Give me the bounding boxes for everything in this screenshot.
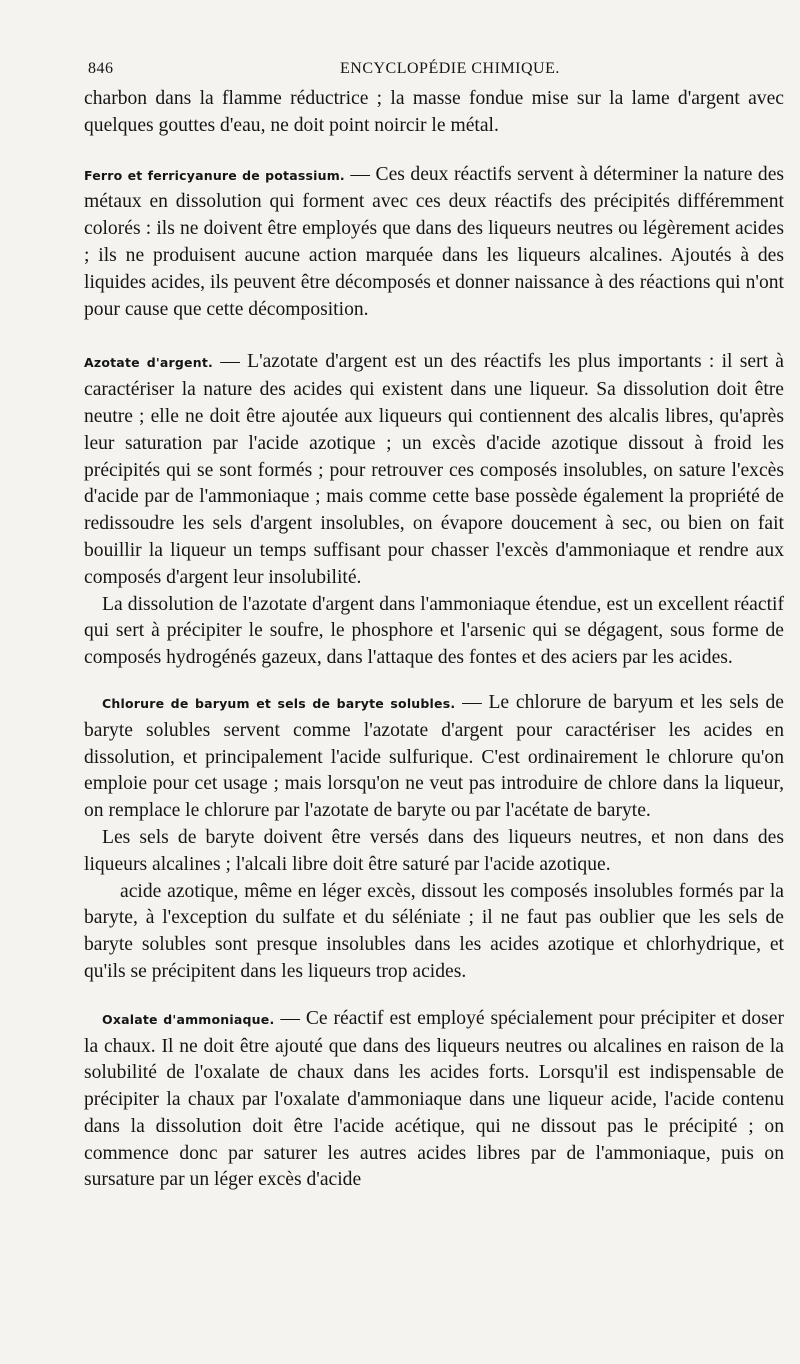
section-ferricyanure xyxy=(84,162,784,324)
em-dash: — xyxy=(274,1007,306,1029)
paragraph-text: La dissolution de l'azotate d'argent dans l'ammoniaque étendue, est un excellent réactif qui sert à précipiter le soufre, le phosphore et l'arsenic qui se dégagent, sous forme de composés hydrogénés gazeux, dans l'attaque des fontes et des aciers par les acides. xyxy=(84,593,784,669)
section-heading: Oxalate d'ammoniaque. xyxy=(102,1011,275,1027)
paragraph-text: Le chlorure de baryum et les sels de baryte solubles servent comme l'azotate d'argent pour caractériser les acides en dissolution, et principalement l'acide sulfurique. C'est ordinairement le chlorure qu'on emploie pour cet usage ; mais lorsqu'on ne veut pas introduire de chlore dans la liqueur, on remplace le chlorure par l'azotate de baryte ou par l'acétate de baryte. xyxy=(84,691,785,822)
page-header xyxy=(88,60,788,84)
paragraph-text: acide azotique, même en léger excès, dissout les composés insolubles formés par la baryte, à l'exception du sulfate et du séléniate ; il ne faut pas oublier que les sels de baryte solubles sont presque insolubles dans les acides azotique et chlorhydrique, et qu'ils se précipitent dans les liqueurs trop acides. xyxy=(84,880,784,982)
section-oxalate-ammoniaque xyxy=(84,1006,784,1195)
running-title: ENCYCLOPÉDIE CHIMIQUE. xyxy=(340,60,560,77)
paragraph-text: L'azotate d'argent est un des réactifs les plus importants : il sert à caractériser la nature des acides qui existent dans une liqueur. Sa dissolution doit être neutre ; elle ne doit être ajoutée aux liqueurs qui contiennent des alcalis libres, qu'après leur saturation par l'acide azotique ; un excès d'acide azotique dissout à froid les précipités qui se sont formés ; pour retrouver ces composés insolubles, on sature l'excès d'acide par de l'ammoniaque ; mais comme cette base possède également la propriété de redissoudre les sels d'argent insolubles, on évapore doucement à sec, ou bien on fait bouillir la liqueur un temps suffisant pour chasser l'excès d'ammoniaque et rendre aux composés d'argent leur insolubilité. xyxy=(84,351,785,588)
section-azotate-argent xyxy=(84,349,784,591)
section-heading: Azotate d'argent. xyxy=(84,355,213,371)
section-heading: Chlorure de baryum et sels de baryte solubles. xyxy=(102,695,456,711)
em-dash: — xyxy=(344,163,376,185)
em-dash: — xyxy=(212,351,248,373)
paragraph-text: Ces deux réactifs servent à déterminer la nature des métaux en dissolution qui forment avec ces deux réactifs des précipités différemment colorés : ils ne doivent être employés que dans des liqueurs neutres ou légèrement acides ; ils ne produisent aucune action marquée dans les liqueurs alcalines. Ajoutés à des liquides acides, ils peuvent être décomposés et donner naissance à des réactions qui n'ont pour cause que cette décomposition. xyxy=(84,163,785,320)
paragraph-text: Les sels de baryte doivent être versés dans des liqueurs neutres, et non dans des liqueurs alcalines ; l'alcali libre doit être saturé par l'acide azotique. xyxy=(84,826,784,875)
page-number: 846 xyxy=(88,60,114,77)
paragraph-text: Ce réactif est employé spécialement pour précipiter et doser la chaux. Il ne doit être ajouté que dans des liqueurs neutres ou alcalines en raison de la solubilité de l'oxalate de chaux dans les acides forts. Lorsqu'il est indispensable de précipiter la chaux par l'oxalate d'ammoniaque dans une liqueur acide, l'acide contenu dans la dissolution doit être l'acide acétique, qui ne dissout pas le précipité ; on commence donc par saturer les autres acides libres par de l'ammoniaque, puis on sursature par un léger excès d'acide xyxy=(84,1007,784,1191)
section-heading: Ferro et ferricyanure de potassium. xyxy=(84,167,345,183)
text-body xyxy=(84,86,784,1194)
section-chlorure-baryum xyxy=(84,690,784,825)
intro-paragraph: charbon dans la flamme réductrice ; la masse fondue mise sur la lame d'argent avec quelques gouttes d'eau, ne doit point noircir le métal. xyxy=(84,88,784,136)
em-dash: — xyxy=(455,691,489,713)
